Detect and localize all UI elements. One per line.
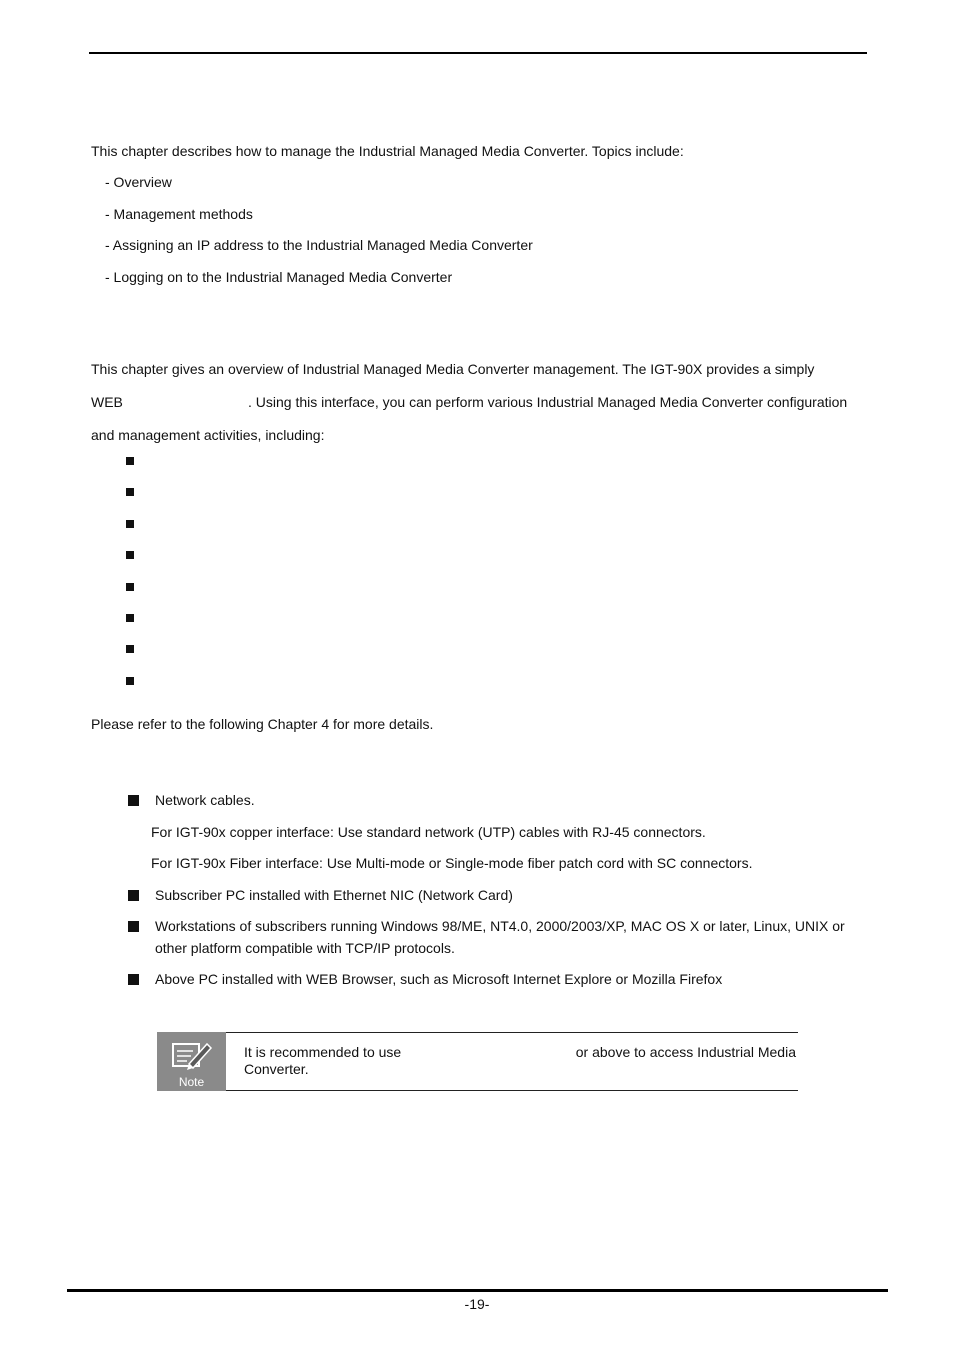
note-label: Note [178,1075,205,1089]
bullet-square [126,457,134,465]
req-item-continued: other platform compatible with TCP/IP protocols. [155,940,455,956]
bullet-square [128,921,139,932]
bullet-square [126,645,134,653]
note-text-start: It is recommended to use [244,1044,402,1060]
intro-text: This chapter describes how to manage the Industrial Managed Media Converter. Topics include: [91,143,684,159]
note-box [157,1032,798,1091]
bullet-square [128,974,139,985]
topic-item: - Assigning an IP address to the Industrial Managed Media Converter [105,237,533,253]
page-number: -19- [464,1296,490,1312]
req-item: Workstations of subscribers running Windows 98/ME, NT4.0, 2000/2003/XP, MAC OS X or later, Linux, UNIX or [155,918,845,934]
req-subitem: For IGT-90x Fiber interface: Use Multi-mode or Single-mode fiber patch cord with SC connectors. [151,855,753,871]
overview-line3: and management activities, including: [91,427,325,443]
header-rule [89,52,867,54]
note-pencil-icon [157,1032,226,1091]
bullet-square [126,614,134,622]
note-text-mid: or above to access Industrial Media [575,1044,796,1060]
overview-line1: This chapter gives an overview of Industrial Managed Media Converter management. The IGT-90X provides a simply [91,361,815,377]
bullet-square [128,795,139,806]
bullet-square [128,890,139,901]
bullet-square [126,488,134,496]
refer-text: Please refer to the following Chapter 4 for more details. [91,716,434,732]
topic-item: - Overview [105,174,172,190]
note-rule-bottom [157,1090,798,1091]
note-text [244,1044,796,1078]
overview-line2-start: WEB [91,394,123,410]
topic-item: - Management methods [105,206,253,222]
bullet-square [126,677,134,685]
req-item: Network cables. [155,792,255,808]
note-rule-top [226,1032,798,1033]
footer-rule [67,1289,888,1292]
bullet-square [126,520,134,528]
note-text-end: Converter. [244,1061,309,1077]
req-item: Above PC installed with WEB Browser, such as Microsoft Internet Explore or Mozilla Firefox [155,971,723,987]
bullet-square [126,583,134,591]
bullet-square [126,551,134,559]
req-item: Subscriber PC installed with Ethernet NIC (Network Card) [155,887,513,903]
overview-line2-rest: . Using this interface, you can perform various Industrial Managed Media Converter configuration [248,394,848,410]
topic-item: - Logging on to the Industrial Managed Media Converter [105,269,453,285]
req-subitem: For IGT-90x copper interface: Use standard network (UTP) cables with RJ-45 connectors. [151,824,706,840]
